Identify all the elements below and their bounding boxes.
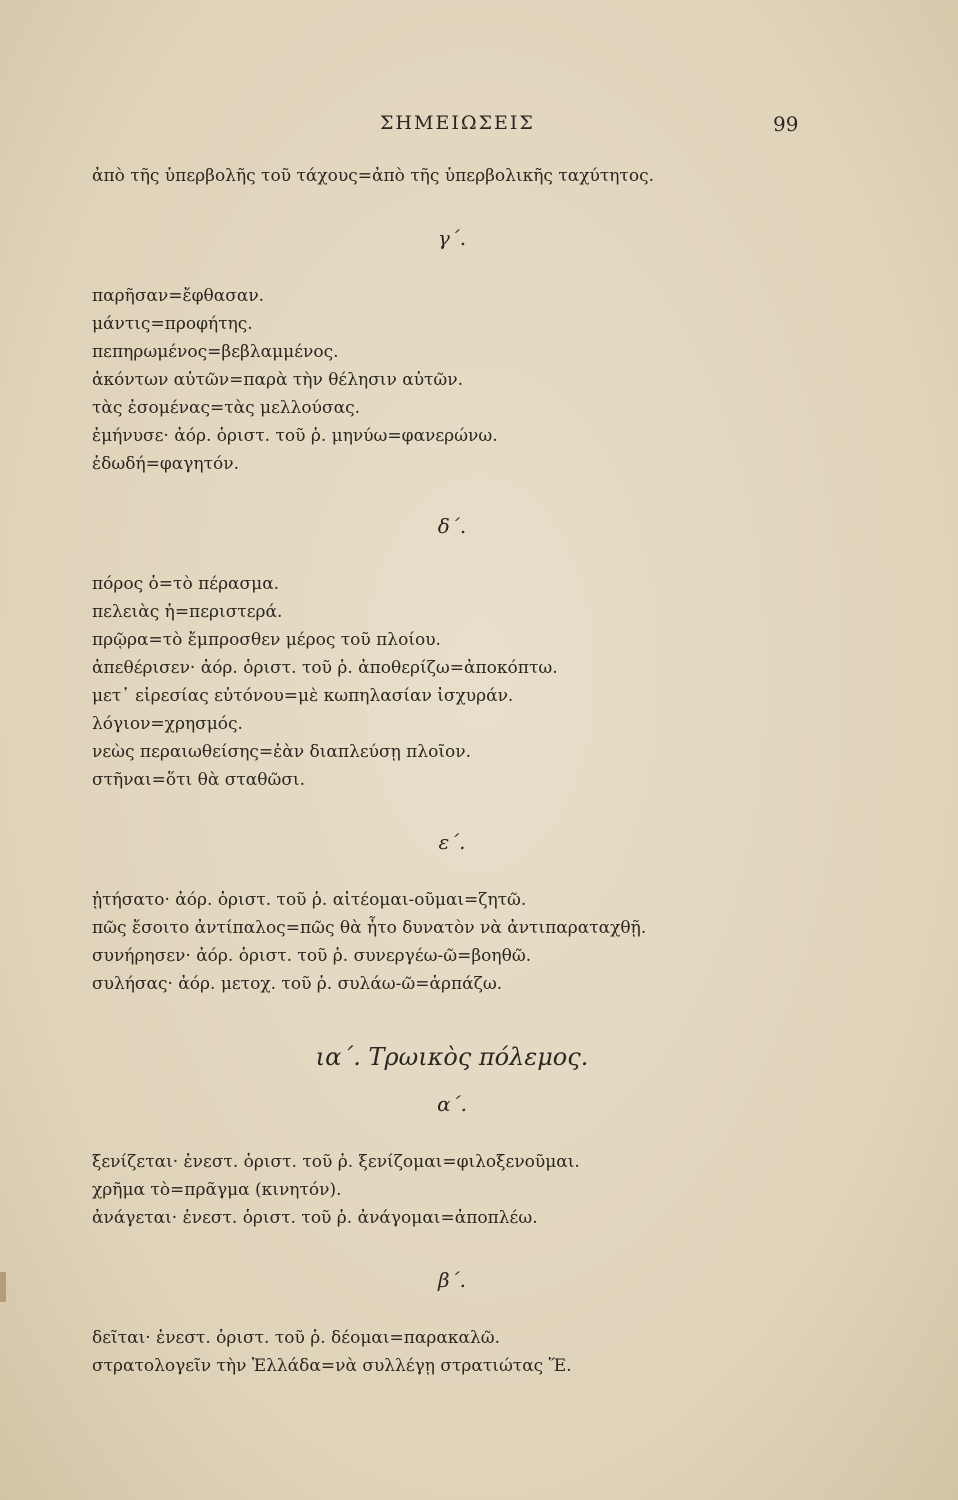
gloss-line: μετ᾽ εἰρεσίας εὐτόνου=μὲ κωπηλασίαν ἰσχυράν. [92, 686, 514, 706]
gloss-line: πελειὰς ἡ=περιστερά. [92, 602, 283, 622]
gloss-line: στρατολογεῖν τὴν Ἑλλάδα=νὰ συλλέγῃ στρατιώτας Ἕ. [92, 1356, 572, 1376]
gloss-line: ᾐτήσατο· ἀόρ. ὁριστ. τοῦ ῥ. αἰτέομαι-οῦμαι=ζητῶ. [92, 890, 527, 910]
gloss-line: συλήσας· ἀόρ. μετοχ. τοῦ ῥ. συλάω-ῶ=ἁρπάζω. [92, 974, 503, 994]
section-heading: γ΄. [437, 226, 467, 250]
notes-body [92, 162, 812, 1380]
gloss-line: μάντις=προφήτης. [92, 314, 253, 334]
gloss-line: νεὼς περαιωθείσης=ἐὰν διαπλεύσῃ πλοῖον. [92, 742, 471, 762]
page-header [0, 112, 958, 142]
gloss-line: πῶς ἔσοιτο ἀντίπαλος=πῶς θὰ ἦτο δυνατὸν νὰ ἀντιπαραταχθῇ. [92, 918, 647, 938]
running-title: ΣΗΜΕΙΩΣΕΙΣ [380, 112, 535, 134]
section-heading: ε΄. [438, 830, 466, 854]
gloss-line: παρῆσαν=ἔφθασαν. [92, 286, 265, 306]
section-heading: α΄. [437, 1092, 467, 1116]
gloss-line: ξενίζεται· ἐνεστ. ὁριστ. τοῦ ῥ. ξενίζομαι=φιλοξενοῦμαι. [92, 1152, 580, 1172]
gloss-line: πεπηρωμένος=βεβλαμμένος. [92, 342, 339, 362]
gloss-line: πρῷρα=τὸ ἔμπροσθεν μέρος τοῦ πλοίου. [92, 630, 441, 650]
gloss-line: χρῆμα τὸ=πρᾶγμα (κινητόν). [92, 1180, 342, 1200]
gloss-line: τὰς ἐσομένας=τὰς μελλούσας. [92, 398, 360, 418]
section-heading: β΄. [438, 1268, 466, 1292]
gloss-line: ἀπὸ τῆς ὑπερβολῆς τοῦ τάχους=ἀπὸ τῆς ὑπερβολικῆς ταχύτητος. [92, 166, 654, 186]
gloss-line: λόγιον=χρησμός. [92, 714, 243, 734]
gloss-line: συνήρησεν· ἀόρ. ὁριστ. τοῦ ῥ. συνεργέω-ῶ=βοηθῶ. [92, 946, 532, 966]
binding-mark [0, 1272, 6, 1302]
gloss-line: δεῖται· ἐνεστ. ὁριστ. τοῦ ῥ. δέομαι=παρακαλῶ. [92, 1328, 501, 1348]
gloss-line: ἀπεθέρισεν· ἀόρ. ὁριστ. τοῦ ῥ. ἀποθερίζω=ἀποκόπτω. [92, 658, 558, 678]
page-number: 99 [773, 112, 799, 136]
gloss-line: ἀκόντων αὐτῶν=παρὰ τὴν θέλησιν αὐτῶν. [92, 370, 464, 390]
section-heading: δ΄. [437, 514, 467, 538]
gloss-line: στῆναι=ὅτι θὰ σταθῶσι. [92, 770, 306, 790]
gloss-line: πόρος ὁ=τὸ πέρασμα. [92, 574, 280, 594]
gloss-line: ἀνάγεται· ἐνεστ. ὁριστ. τοῦ ῥ. ἀνάγομαι=ἀποπλέω. [92, 1208, 538, 1228]
gloss-line: ἐδωδή=φαγητόν. [92, 454, 239, 474]
chapter-heading: ια΄. Τρωικὸς πόλεμος. [315, 1043, 589, 1071]
gloss-line: ἐμήνυσε· ἀόρ. ὁριστ. τοῦ ῥ. μηνύω=φανερώνω. [92, 426, 498, 446]
